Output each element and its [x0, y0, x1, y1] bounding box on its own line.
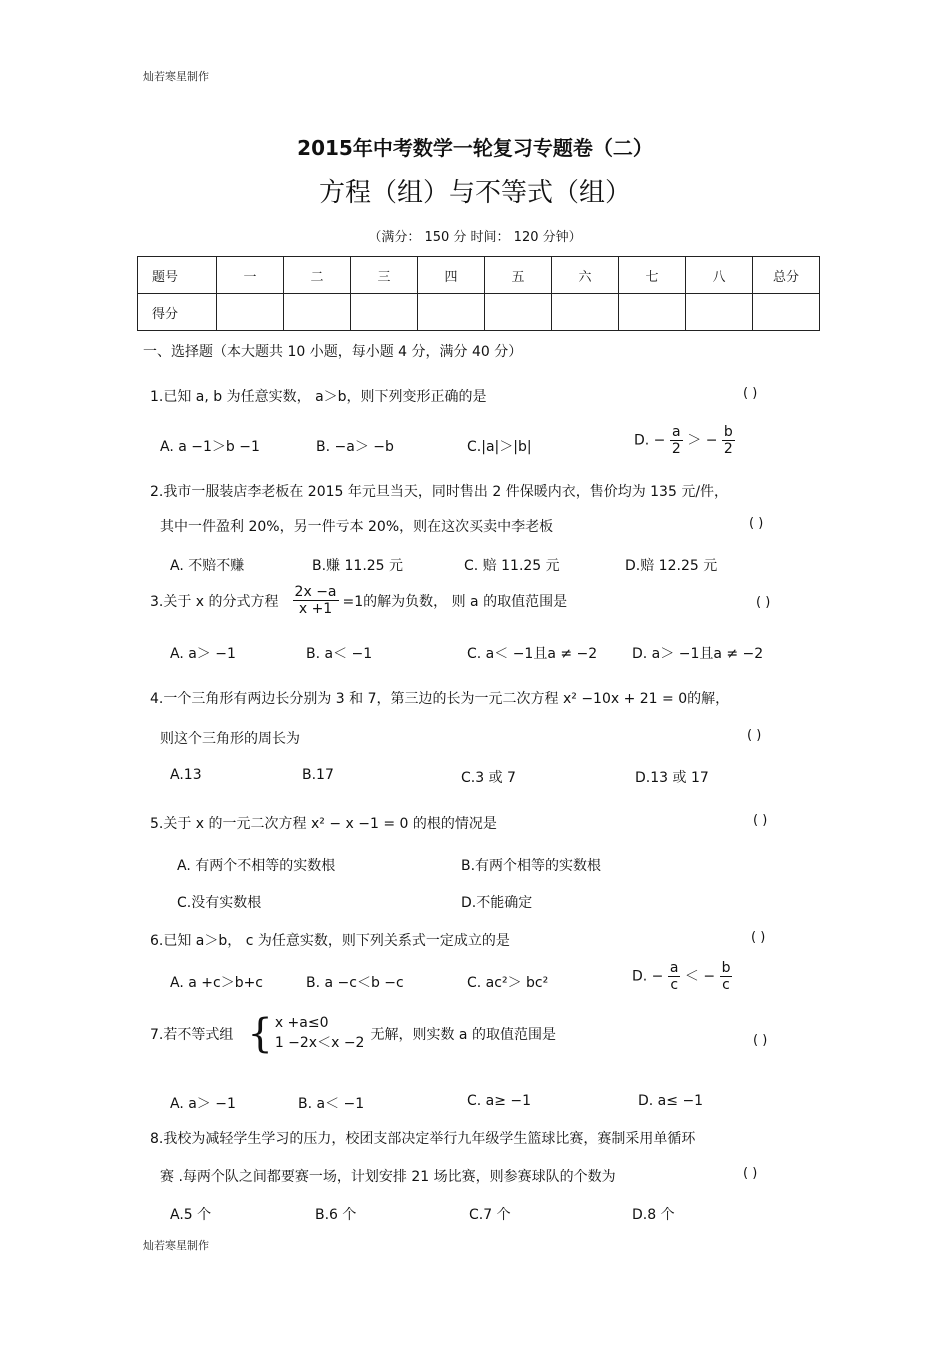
q6-answer-bracket[interactable]: ( ): [751, 930, 766, 945]
exam-info: （满分： 150 分 时间： 120 分钟）: [368, 230, 582, 245]
q6-option-d-label: D. −: [632, 968, 664, 985]
denominator: 2: [671, 441, 681, 458]
q1-option-c: [467, 436, 532, 456]
q3-option-c: C. a＜ −1且a ≠ −2: [467, 646, 598, 662]
q2-option-c: C. 赔 11.25 元: [464, 558, 560, 574]
inequality-system: [247, 1011, 365, 1057]
q2-answer-bracket[interactable]: ( ): [749, 516, 764, 531]
q1-option-b: B. −a＞ −b: [316, 439, 394, 455]
section-heading: 一、选择题（本大题共 10 小题，每小题 4 分，满分 40 分）: [143, 344, 523, 360]
watermark-top: 灿若寒星制作: [143, 70, 209, 83]
q4-option-a: A.13: [170, 767, 202, 783]
q1-option-c-label: C.: [467, 439, 482, 455]
score-input-cell[interactable]: [619, 294, 686, 331]
q8-option-c: C.7 个: [469, 1207, 511, 1223]
q1-option-c-expr: |a|＞|b|: [481, 439, 532, 455]
score-cell: 六: [552, 257, 619, 294]
q4-stem-line1: 4.一个三角形有两边长分别为 3 和 7，第三边的长为一元二次方程 x² −10x + 21 = 0的解，: [150, 691, 730, 707]
q1-answer-bracket[interactable]: ( ): [743, 386, 758, 401]
q4-answer-bracket[interactable]: ( ): [747, 728, 762, 743]
inequality-rows: [275, 1014, 365, 1053]
q6-option-a: A. a +c＞b+c: [170, 975, 264, 991]
q7-stem: [150, 1011, 556, 1057]
q3-option-a: A. a＞ −1: [170, 646, 236, 662]
score-cell: 三: [351, 257, 418, 294]
q8-option-b: B.6 个: [315, 1207, 357, 1223]
q6-option-d-mid: ＜ −: [684, 968, 716, 985]
fraction: [722, 424, 735, 457]
fraction: [668, 960, 681, 993]
score-input-cell[interactable]: [217, 294, 284, 331]
q7-stem-pre: 7.若不等式组: [150, 1027, 234, 1043]
q3-stem-post: =1的解为负数， 则 a 的取值范围是: [342, 593, 568, 610]
score-input-cell[interactable]: [552, 294, 619, 331]
brace-icon: {: [247, 1011, 273, 1057]
page-subtitle: 方程（组）与不等式（组）: [318, 178, 631, 208]
q4-option-d: D.13 或 17: [635, 770, 709, 786]
q7-option-b: B. a＜ −1: [298, 1096, 365, 1112]
q1-option-d-label: D. −: [634, 432, 666, 449]
q6-option-c: C. ac²＞ bc²: [467, 975, 549, 991]
q3-answer-bracket[interactable]: ( ): [756, 595, 771, 610]
score-table: [137, 256, 820, 331]
q6-option-b: B. a −c＜b −c: [306, 975, 404, 991]
q6-stem: 6.已知 a＞b， c 为任意实数，则下列关系式一定成立的是: [150, 933, 510, 949]
score-cell: 总分: [753, 257, 820, 294]
q5-option-b: B.有两个相等的实数根: [461, 858, 602, 874]
page-title: 2015年中考数学一轮复习专题卷（二）: [297, 136, 653, 160]
q4-option-b: B.17: [302, 767, 334, 783]
q1-option-d-mid: ＞ −: [687, 432, 718, 449]
q2-stem-line1: 2.我市一服装店李老板在 2015 年元旦当天，同时售出 2 件保暖内衣，售价均为 135 元/件，: [150, 484, 729, 500]
score-table-score-row: [138, 294, 820, 331]
q3-stem-pre: 3.关于 x 的分式方程: [150, 593, 279, 610]
q2-option-b: B.赚 11.25 元: [312, 558, 404, 574]
numerator: a: [669, 960, 679, 976]
q7-option-d: D. a≤ −1: [638, 1093, 704, 1109]
score-cell: 题号: [138, 257, 217, 294]
numerator: b: [721, 960, 731, 976]
score-input-cell[interactable]: [418, 294, 485, 331]
q5-option-a: A. 有两个不相等的实数根: [177, 858, 336, 874]
inequality-row: 1 −2x＜x −2: [274, 1035, 365, 1051]
q3-option-d: D. a＞ −1且a ≠ −2: [632, 646, 764, 662]
q5-stem: 5.关于 x 的一元二次方程 x² − x −1 = 0 的根的情况是: [150, 816, 497, 832]
inequality-row: x +a≤0: [274, 1015, 329, 1032]
q1-option-a: A. a −1＞b −1: [160, 439, 260, 455]
q1-stem: 1.已知 a, b 为任意实数， a＞b，则下列变形正确的是: [150, 389, 487, 405]
q4-option-c: C.3 或 7: [461, 770, 516, 786]
q8-option-d: D.8 个: [632, 1207, 675, 1223]
q8-answer-bracket[interactable]: ( ): [743, 1166, 758, 1181]
q7-answer-bracket[interactable]: ( ): [753, 1033, 768, 1048]
score-input-cell[interactable]: [351, 294, 418, 331]
score-cell: 八: [686, 257, 753, 294]
score-cell: 四: [418, 257, 485, 294]
denominator: x +1: [298, 601, 333, 618]
fraction: [670, 424, 683, 457]
watermark-bottom: 灿若寒星制作: [143, 1239, 209, 1252]
score-input-cell[interactable]: [485, 294, 552, 331]
q4-stem-line2: 则这个三角形的周长为: [160, 731, 300, 747]
q6-option-d: [632, 960, 732, 993]
score-cell: 七: [619, 257, 686, 294]
score-cell: 二: [284, 257, 351, 294]
q5-option-c: C.没有实数根: [177, 895, 262, 911]
fraction: [293, 584, 339, 617]
q1-option-d: [634, 424, 735, 457]
score-cell: 五: [485, 257, 552, 294]
score-table-header-row: [138, 257, 820, 294]
q2-option-a: A. 不赔不赚: [170, 558, 245, 574]
q5-option-d: D.不能确定: [461, 895, 533, 911]
q8-option-a: A.5 个: [170, 1207, 212, 1223]
score-cell: 一: [217, 257, 284, 294]
score-input-cell[interactable]: [284, 294, 351, 331]
q8-stem-line1: 8.我校为减轻学生学习的压力，校团支部决定举行九年级学生篮球比赛，赛制采用单循环: [150, 1131, 696, 1147]
numerator: b: [723, 424, 733, 440]
q7-option-c: C. a≥ −1: [467, 1093, 532, 1109]
fraction: [720, 960, 733, 993]
numerator: a: [672, 424, 681, 440]
q3-stem: [150, 584, 567, 617]
q2-stem-line2: 其中一件盈利 20%，另一件亏本 20%，则在这次买卖中李老板: [160, 519, 554, 535]
q2-option-d: D.赔 12.25 元: [625, 558, 718, 574]
q5-answer-bracket[interactable]: ( ): [753, 813, 768, 828]
q3-option-b: B. a＜ −1: [306, 646, 373, 662]
denominator: c: [670, 977, 679, 994]
q7-option-a: A. a＞ −1: [170, 1096, 236, 1112]
score-input-cell[interactable]: [753, 294, 820, 331]
score-input-cell[interactable]: [686, 294, 753, 331]
numerator: 2x −a: [294, 584, 337, 600]
q8-stem-line2: 赛 .每两个队之间都要赛一场，计划安排 21 场比赛，则参赛球队的个数为: [160, 1169, 616, 1185]
denominator: 2: [723, 441, 733, 458]
denominator: c: [722, 977, 730, 994]
score-cell: 得分: [138, 294, 217, 331]
q7-stem-post: 无解，则实数 a 的取值范围是: [370, 1027, 556, 1043]
